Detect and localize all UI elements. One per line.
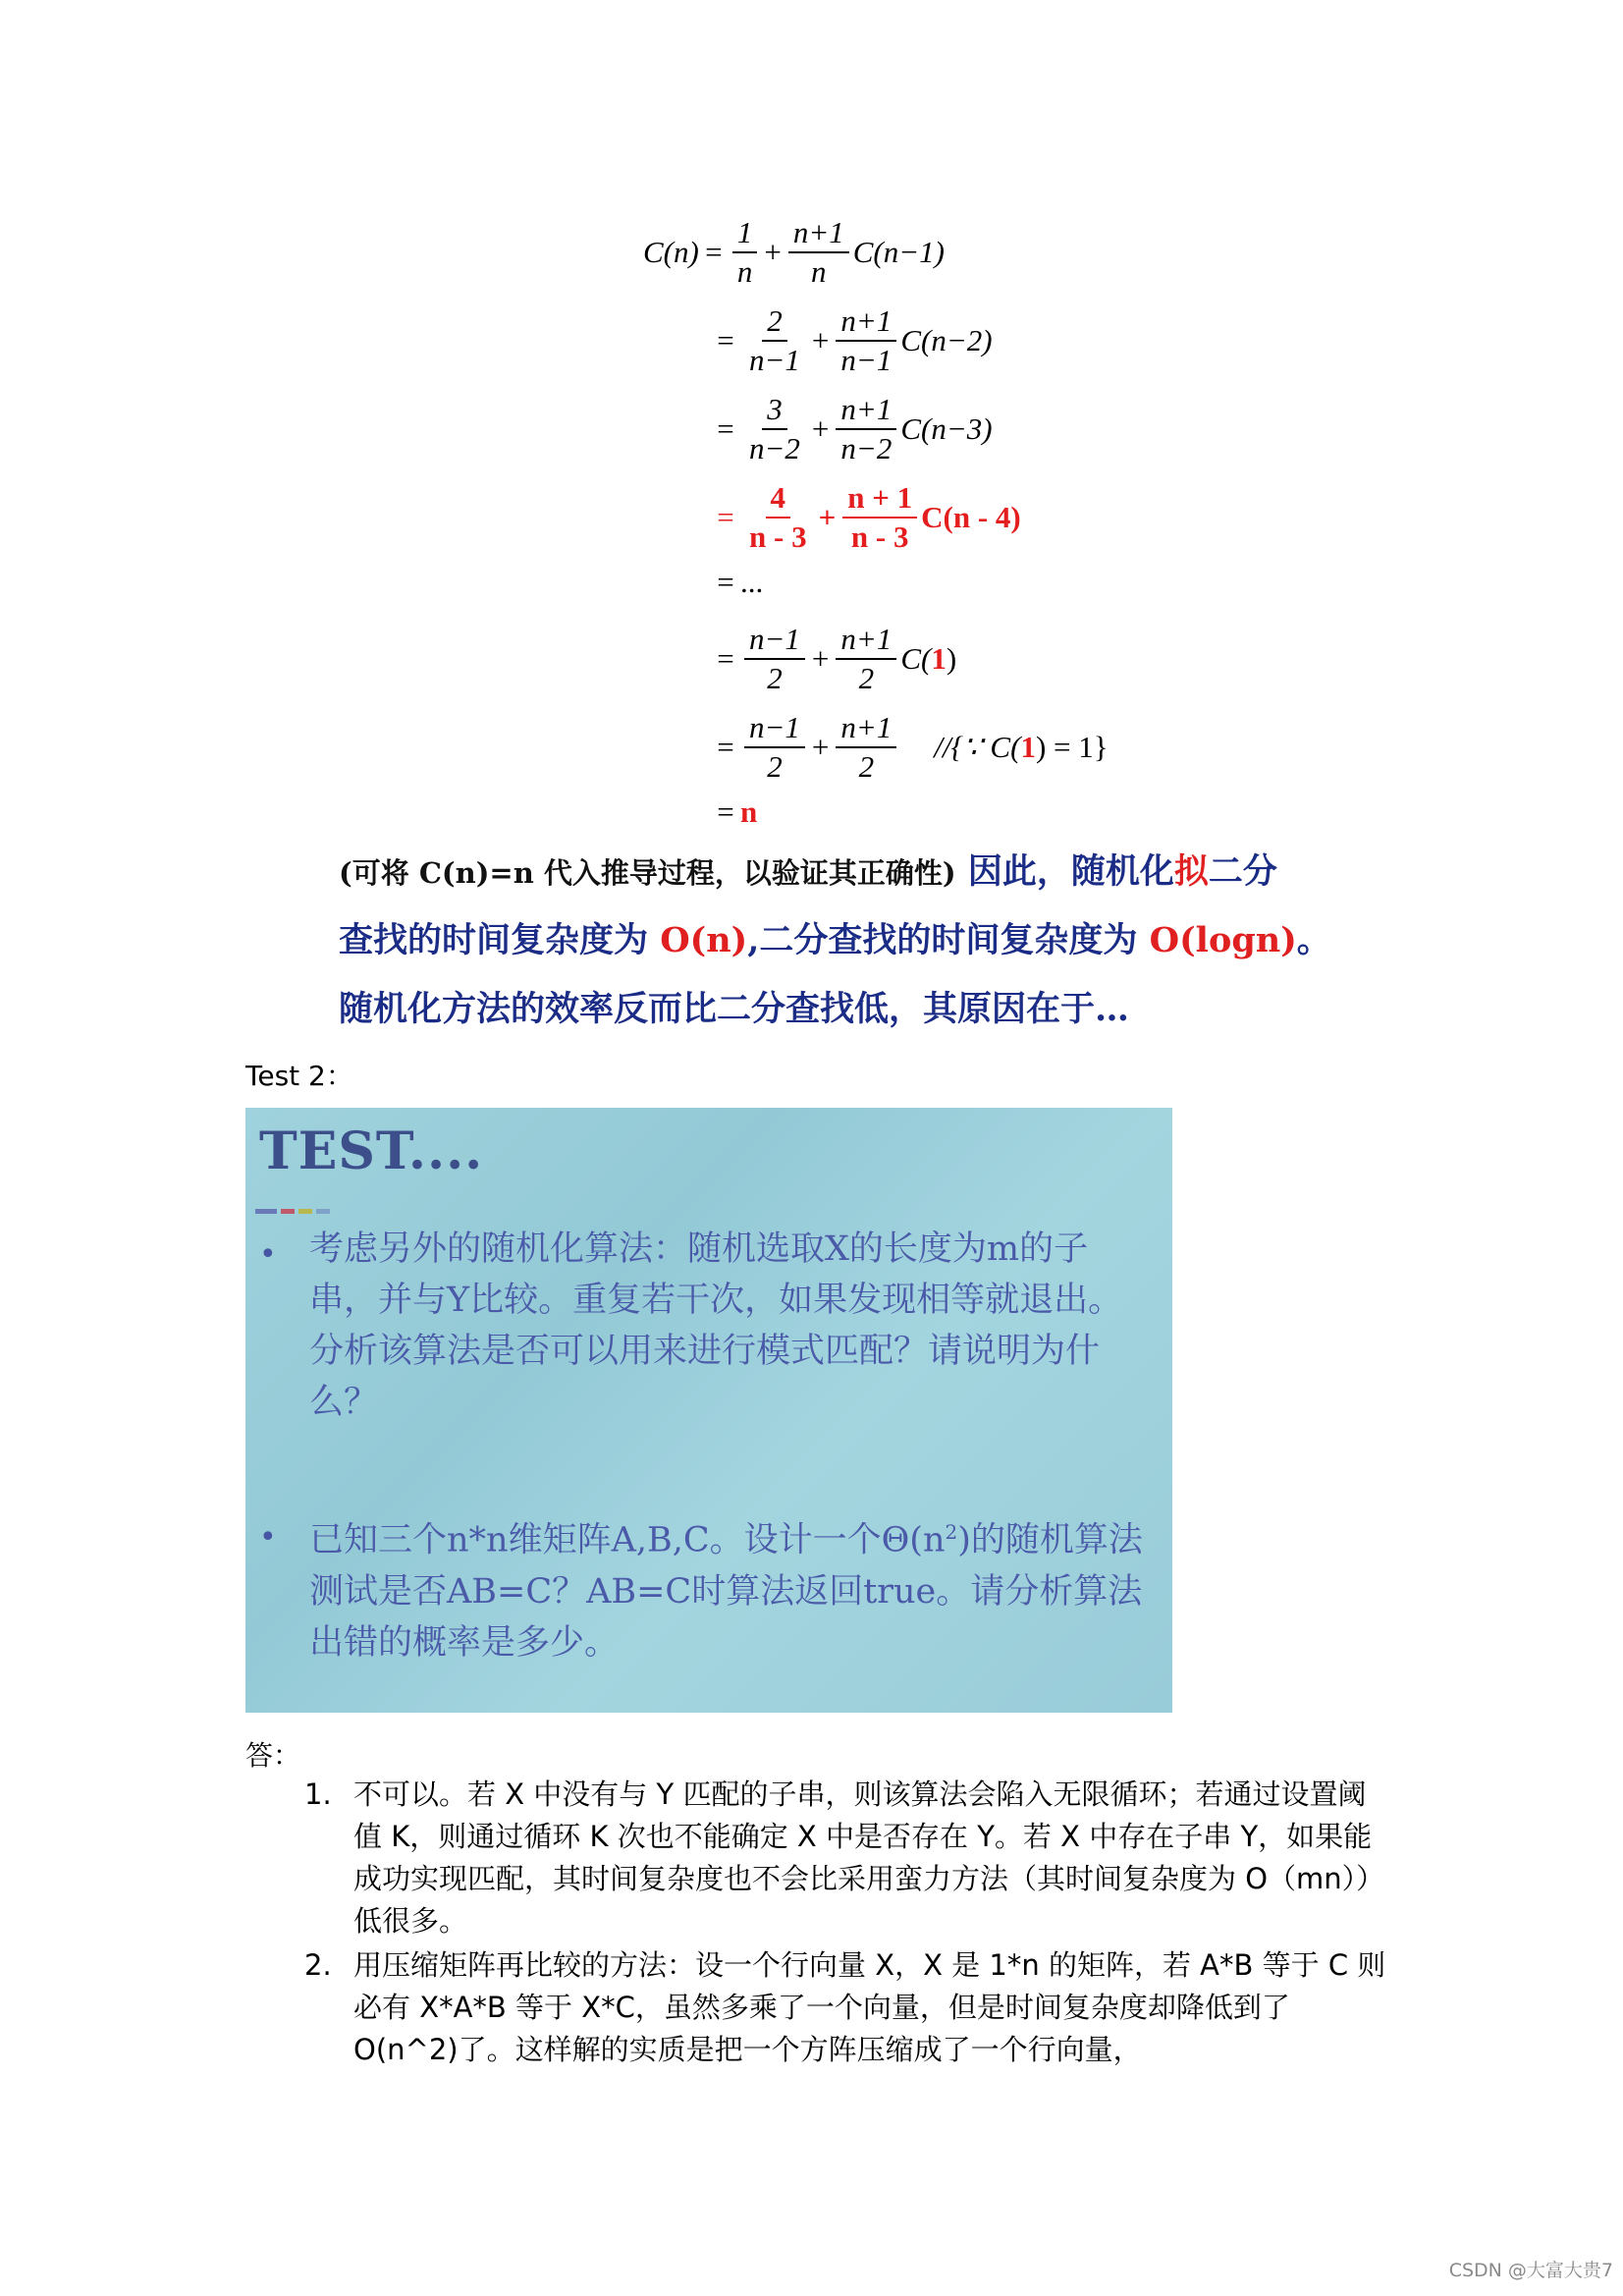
answer-text: 不可以。若 X 中没有与 Y 匹配的子串，则该算法会陷入无限循环；若通过设置阈值 K，则通过循环 K 次也不能确定 X 中是否存在 Y。若 X 中存在子串 Y，如果能成功实现匹配，其时间复杂度也不会比采用蛮力方法（其时间复杂度为 O（mn））低很多。 (353, 1777, 1385, 1938)
slide-bullet-2: 已知三个n*n维矩阵A,B,C。设计一个$\Theta(n^2)$的随机算法测试是否AB=C？AB=C时算法返回true。请分析算法出错的概率是多少。 (309, 1520, 1143, 1663)
equals-sign: = (705, 235, 723, 269)
bullet-icon: • (259, 1237, 277, 1272)
slide-decoration (255, 1206, 373, 1216)
fraction: $\frac{4}{n - 3}$ (749, 480, 807, 554)
lhs-term: C(n) (643, 235, 699, 269)
derivation-block (628, 211, 1178, 840)
answer-text: 用压缩矩阵再比较的方法：设一个行向量 X，X 是 1*n 的矩阵，若 A*B 等于 C 则必有 X*A*B 等于 X*C，虽然多乘了一个向量，但是时间复杂度却降低到了 O(n^2)了。这样解的实质是把一个方阵压缩成了一个行向量， (353, 1948, 1386, 2066)
conclusion-line-1: (可将 C(n)=n 代入推导过程，以验证其正确性) 因此，随机化拟二分 (339, 851, 1277, 892)
recursive-term: C(n−1) (852, 235, 945, 269)
base-term: C(1) (900, 641, 957, 676)
fraction: $\frac{n-1}{2}$ (744, 621, 805, 697)
fraction: $\frac{n+1}{n-2}$ (836, 391, 896, 467)
bullet-icon: • (259, 1520, 277, 1555)
list-number: 2. (304, 1948, 332, 1982)
derivation-row: = n (717, 794, 758, 829)
derivation-row: C(n) = $\frac{1}{n}$ + $\frac{n+1}{n}$ C(n−1) (643, 215, 945, 289)
list-number: 1. (304, 1777, 332, 1811)
derivation-row: = $\frac{n-1}{2}$ + $\frac{n+1}{2}$ //{∵ C(1) = 1} (717, 710, 1109, 784)
fraction: $\frac{1}{n}$ (732, 214, 758, 291)
derivation-result: n (740, 794, 758, 829)
recursive-term: C(n−2) (900, 323, 993, 357)
fraction: $\frac{n+1}{2}$ (836, 709, 896, 786)
list-item (304, 1774, 1394, 1942)
slide-bullet-1: 考虑另外的随机化算法：随机选取X的长度为m的子串，并与Y比较。重复若干次，如果发现相等就退出。分析该算法是否可以用来进行模式匹配？请说明为什么？ (309, 1230, 1123, 1422)
ellipsis: ... (740, 565, 764, 599)
recursive-term: C(n - 4) (921, 500, 1021, 534)
test-label: Test 2： (245, 1060, 353, 1092)
fraction: $\frac{n+1}{n}$ (788, 214, 849, 291)
answer-label: 答： (245, 1739, 301, 1772)
fraction: $\frac{n + 1}{n - 3}$ (842, 479, 917, 556)
fraction: $\frac{3}{n-2}$ (749, 392, 800, 465)
slide-photo (245, 1108, 1172, 1713)
conclusion-line-2: 查找的时间复杂度为 O(n),二分查找的时间复杂度为 O(logn)。 (339, 920, 1331, 960)
fraction: $\frac{2}{n-1}$ (749, 303, 800, 377)
fraction: $\frac{n+1}{n-1}$ (836, 302, 896, 379)
watermark: CSDN @大富大贵7 (1448, 2260, 1613, 2281)
derivation-comment: //{∵ C(1) = 1} (934, 730, 1109, 764)
derivation-row-highlighted: = $\frac{4}{n - 3}$ + $\frac{n + 1}{n - 3}$ C(n - 4) (717, 480, 1021, 554)
recursive-term: C(n−3) (900, 411, 993, 446)
list-item (304, 1944, 1394, 2072)
slide-title: TEST.... (259, 1121, 484, 1181)
fraction: $\frac{n+1}{2}$ (836, 621, 896, 697)
fraction: $\frac{n-1}{2}$ (744, 709, 805, 786)
conclusion-line-3: 随机化方法的效率反而比二分查找低，其原因在于… (339, 989, 1130, 1029)
derivation-row: = $\frac{2}{n-1}$ + $\frac{n+1}{n-1}$ C(n−2) (717, 303, 993, 377)
derivation-row: = ... (717, 565, 764, 599)
derivation-row: = $\frac{3}{n-2}$ + $\frac{n+1}{n-2}$ C(n−3) (717, 392, 993, 465)
derivation-row: = $\frac{n-1}{2}$ + $\frac{n+1}{2}$ C(1) (717, 622, 957, 695)
